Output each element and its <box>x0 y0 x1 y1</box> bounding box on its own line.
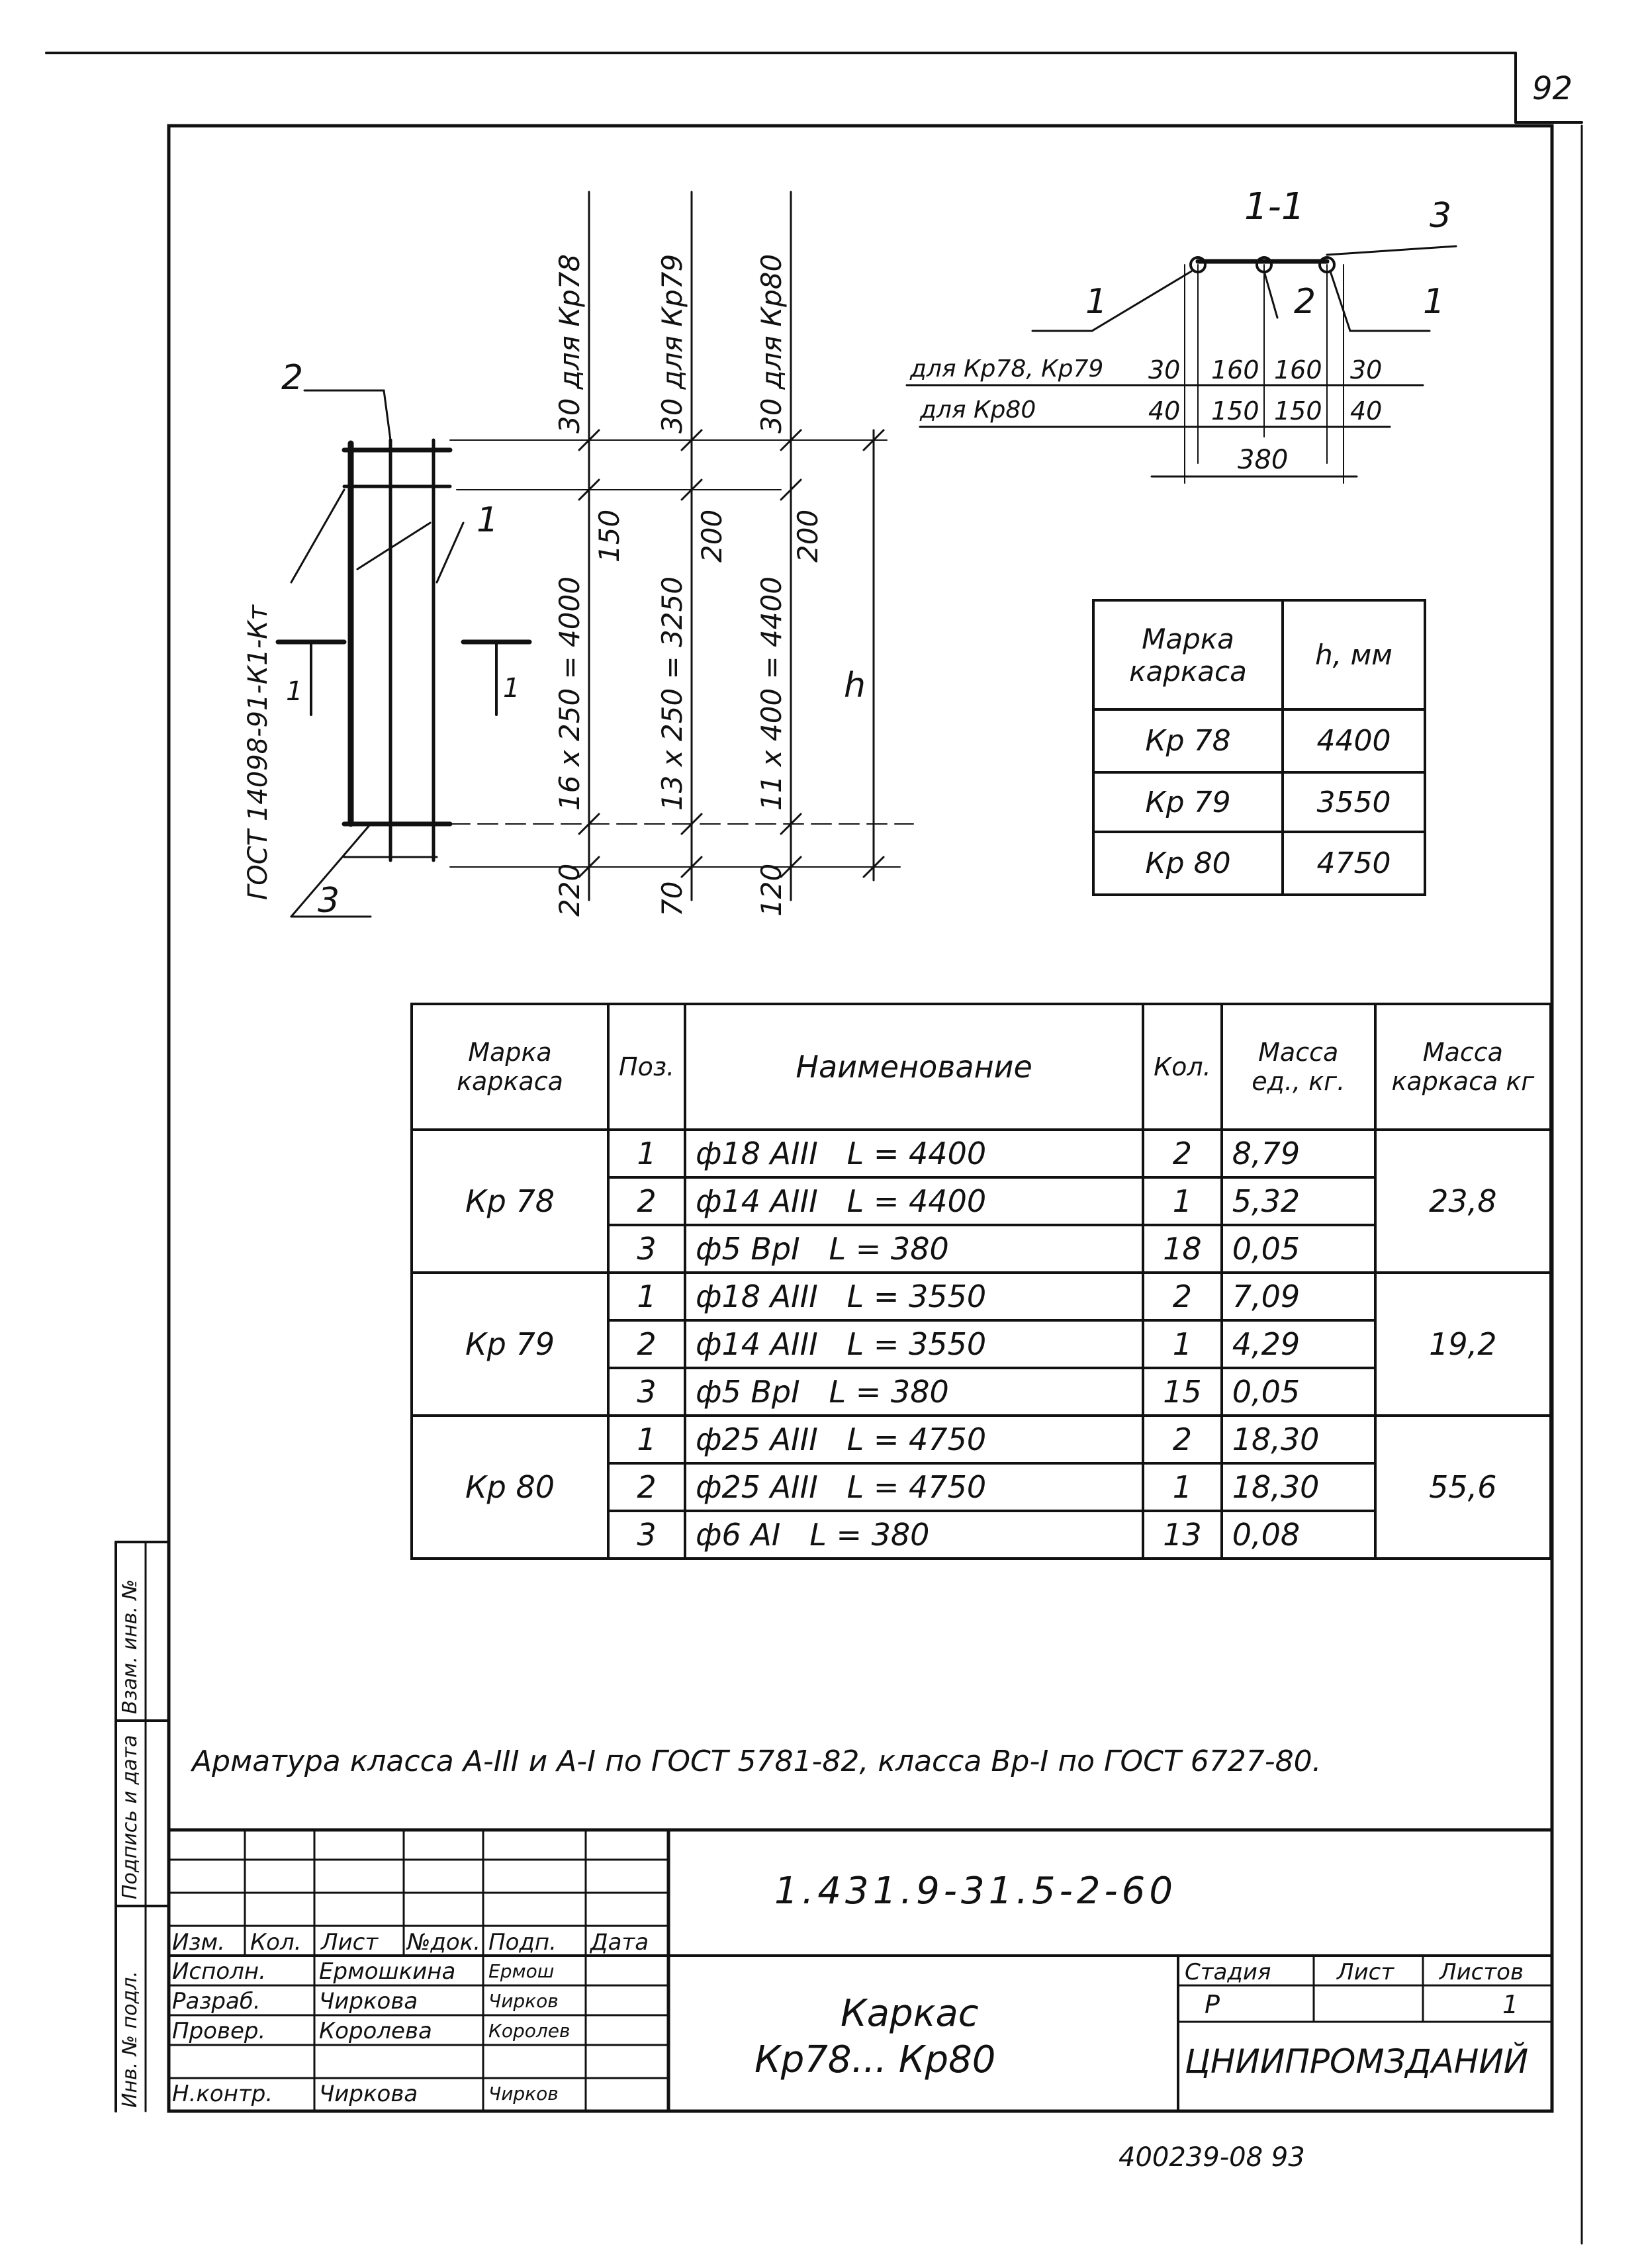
mark-table <box>1092 599 1426 896</box>
elev-pos-2: 2 <box>281 358 304 398</box>
spec-unit-mass: 0,05 <box>1222 1225 1375 1273</box>
spec-header-mark: Марка каркаса <box>412 1004 608 1130</box>
tb-signature: Чирков <box>488 2083 559 2105</box>
footer-code: 400239-08 93 <box>1119 2142 1305 2173</box>
tb-header-list: Лист <box>321 1929 379 1956</box>
reinforcement-note: Арматура класса А-III и А-I по ГОСТ 5781-82, класса Вр-I по ГОСТ 6727-80. <box>192 1745 1322 1778</box>
drawing-title-line2: Кр78... Кр80 <box>754 2038 996 2081</box>
spec-unit-mass: 18,30 <box>1222 1416 1375 1463</box>
dim-col2-top: 30 для Кр79 <box>656 253 688 433</box>
spec-pos: 2 <box>608 1177 685 1225</box>
spec-unit-mass: 0,05 <box>1222 1368 1375 1416</box>
sec-row2-d4: 40 <box>1350 396 1383 426</box>
spec-pos: 2 <box>608 1463 685 1511</box>
mark-table-cell: Кр 78 <box>1093 709 1283 772</box>
dim-col1-bot: 220 <box>553 863 586 917</box>
spec-unit-mass: 7,09 <box>1222 1273 1375 1320</box>
dim-col3-b: 200 <box>696 509 728 563</box>
dim-h: h <box>844 666 866 705</box>
mark-table-cell: 4750 <box>1283 832 1425 895</box>
spec-name: ф6 АI L = 380 <box>685 1511 1143 1559</box>
spec-header-total-mass: Масса каркаса кг <box>1375 1004 1551 1130</box>
document-code: 1.431.9-31.5-2-60 <box>774 1870 1177 1913</box>
spec-pos: 3 <box>608 1368 685 1416</box>
section-mark-right: 1 <box>503 673 520 703</box>
tb-person: Королева <box>319 2018 432 2044</box>
dim-col3-bot: 120 <box>755 863 788 917</box>
section-mark-left: 1 <box>286 676 303 707</box>
spec-name: ф5 ВрI L = 380 <box>685 1368 1143 1416</box>
spec-qty: 1 <box>1143 1320 1222 1368</box>
sheet-number: 92 <box>1532 70 1573 107</box>
sec-row2-label: для Кр80 <box>920 396 1036 424</box>
tb-person: Чиркова <box>319 1988 418 2015</box>
sec-row2-d2: 150 <box>1211 396 1259 426</box>
spec-unit-mass: 8,79 <box>1222 1130 1375 1177</box>
sec-row1-d4: 30 <box>1350 355 1383 385</box>
spec-unit-mass: 5,32 <box>1222 1177 1375 1225</box>
sec-pos-3: 3 <box>1430 196 1452 236</box>
dim-col2-mid: 13 x 250 = 3250 <box>656 576 688 811</box>
dim-col2-b: 150 <box>593 509 625 563</box>
spec-pos: 3 <box>608 1511 685 1559</box>
section-title: 1-1 <box>1244 185 1305 228</box>
spec-qty: 13 <box>1143 1511 1222 1559</box>
spec-name: ф25 АIII L = 4750 <box>685 1416 1143 1463</box>
spec-name: ф18 АIII L = 3550 <box>685 1273 1143 1320</box>
gost-label: ГОСТ 14098-91-К1-Кт <box>243 605 273 900</box>
tb-person: Ермошкина <box>319 1958 456 1985</box>
spec-header-unit-mass: Масса ед., кг. <box>1222 1004 1375 1130</box>
spec-mark: Кр 80 <box>412 1416 608 1559</box>
sec-pos-2: 2 <box>1294 282 1316 322</box>
tb-header-sign: Подп. <box>488 1929 557 1956</box>
sec-row2-d3: 150 <box>1274 396 1322 426</box>
mark-table-cell: 4400 <box>1283 709 1425 772</box>
spec-unit-mass: 0,08 <box>1222 1511 1375 1559</box>
tb-role: Исполн. <box>172 1958 266 1985</box>
spec-qty: 2 <box>1143 1130 1222 1177</box>
spec-name: ф5 ВрI L = 380 <box>685 1225 1143 1273</box>
spec-name: ф25 АIII L = 4750 <box>685 1463 1143 1511</box>
dim-col4-b: 200 <box>792 509 824 563</box>
spec-name: ф18 АIII L = 4400 <box>685 1130 1143 1177</box>
spec-name: ф14 АIII L = 3550 <box>685 1320 1143 1368</box>
spec-qty: 2 <box>1143 1273 1222 1320</box>
side-stamp-replace: Взам. инв. № <box>118 1579 142 1714</box>
tb-signature: Чирков <box>488 1990 559 2012</box>
side-stamp-inv: Инв. № подл. <box>118 1971 142 2108</box>
tb-person: Чиркова <box>319 2081 418 2107</box>
tb-sheets: 1 <box>1502 1990 1519 2019</box>
side-stamp-sign: Подпись и дата <box>118 1735 142 1899</box>
spec-pos: 1 <box>608 1416 685 1463</box>
tb-header-date: Дата <box>590 1929 649 1956</box>
tb-sheet-label: Лист <box>1337 1959 1394 1985</box>
spec-qty: 1 <box>1143 1177 1222 1225</box>
spec-header-name: Наименование <box>685 1004 1143 1130</box>
spec-total-mass: 55,6 <box>1375 1416 1551 1559</box>
spec-qty: 1 <box>1143 1463 1222 1511</box>
mark-table-cell: Кр 80 <box>1093 832 1283 895</box>
spec-unit-mass: 18,30 <box>1222 1463 1375 1511</box>
sec-row1-d1: 30 <box>1148 355 1181 385</box>
spec-total-mass: 19,2 <box>1375 1273 1551 1416</box>
tb-sheets-label: Листов <box>1439 1959 1524 1985</box>
sec-row1-d2: 160 <box>1211 355 1259 385</box>
spec-mark: Кр 79 <box>412 1273 608 1416</box>
sec-pos-1-left: 1 <box>1085 282 1108 322</box>
spec-pos: 3 <box>608 1225 685 1273</box>
sec-row2-d1: 40 <box>1148 396 1181 426</box>
tb-role: Разраб. <box>172 1988 261 2015</box>
spec-qty: 18 <box>1143 1225 1222 1273</box>
tb-stage: Р <box>1205 1990 1220 2019</box>
dim-col3-top: 30 для Кр80 <box>755 253 788 433</box>
mark-table-header-h: h, мм <box>1283 600 1425 709</box>
sec-pos-1-right: 1 <box>1423 282 1445 322</box>
tb-role: Н.контр. <box>172 2081 273 2107</box>
sec-total: 380 <box>1238 445 1289 475</box>
dim-col1-mid: 16 x 250 = 4000 <box>553 576 586 811</box>
elev-pos-3: 3 <box>318 881 340 921</box>
spec-qty: 2 <box>1143 1416 1222 1463</box>
spec-mark: Кр 78 <box>412 1130 608 1273</box>
tb-signature: Ермош <box>488 1960 555 1982</box>
spec-pos: 1 <box>608 1273 685 1320</box>
dim-col1-top: 30 для Кр78 <box>553 253 586 433</box>
spec-name: ф14 АIII L = 4400 <box>685 1177 1143 1225</box>
sec-row1-d3: 160 <box>1274 355 1322 385</box>
elev-pos-1: 1 <box>477 500 499 540</box>
spec-header-pos: Поз. <box>608 1004 685 1130</box>
spec-header-qty: Кол. <box>1143 1004 1222 1130</box>
tb-header-izm: Изм. <box>172 1929 225 1956</box>
dim-col3-mid: 11 x 400 = 4400 <box>755 576 788 811</box>
spec-pos: 1 <box>608 1130 685 1177</box>
mark-table-cell: Кр 79 <box>1093 772 1283 832</box>
tb-signature: Королев <box>488 2020 571 2042</box>
mark-table-cell: 3550 <box>1283 772 1425 832</box>
mark-table-header-mark: Марка каркаса <box>1093 600 1283 709</box>
spec-qty: 15 <box>1143 1368 1222 1416</box>
spec-total-mass: 23,8 <box>1375 1130 1551 1273</box>
organization: ЦНИИПРОМЗДАНИЙ <box>1185 2042 1529 2081</box>
tb-stage-label: Стадия <box>1185 1959 1271 1985</box>
sec-row1-label: для Кр78, Кр79 <box>910 355 1104 383</box>
tb-header-kol: Кол. <box>250 1929 302 1956</box>
tb-role: Провер. <box>172 2018 266 2044</box>
spec-unit-mass: 4,29 <box>1222 1320 1375 1368</box>
dim-col2-bot: 70 <box>656 881 688 917</box>
drawing-title-line1: Каркас <box>841 1992 979 2035</box>
spec-table <box>410 1003 1552 1560</box>
tb-header-doc: №док. <box>407 1929 481 1956</box>
spec-pos: 2 <box>608 1320 685 1368</box>
